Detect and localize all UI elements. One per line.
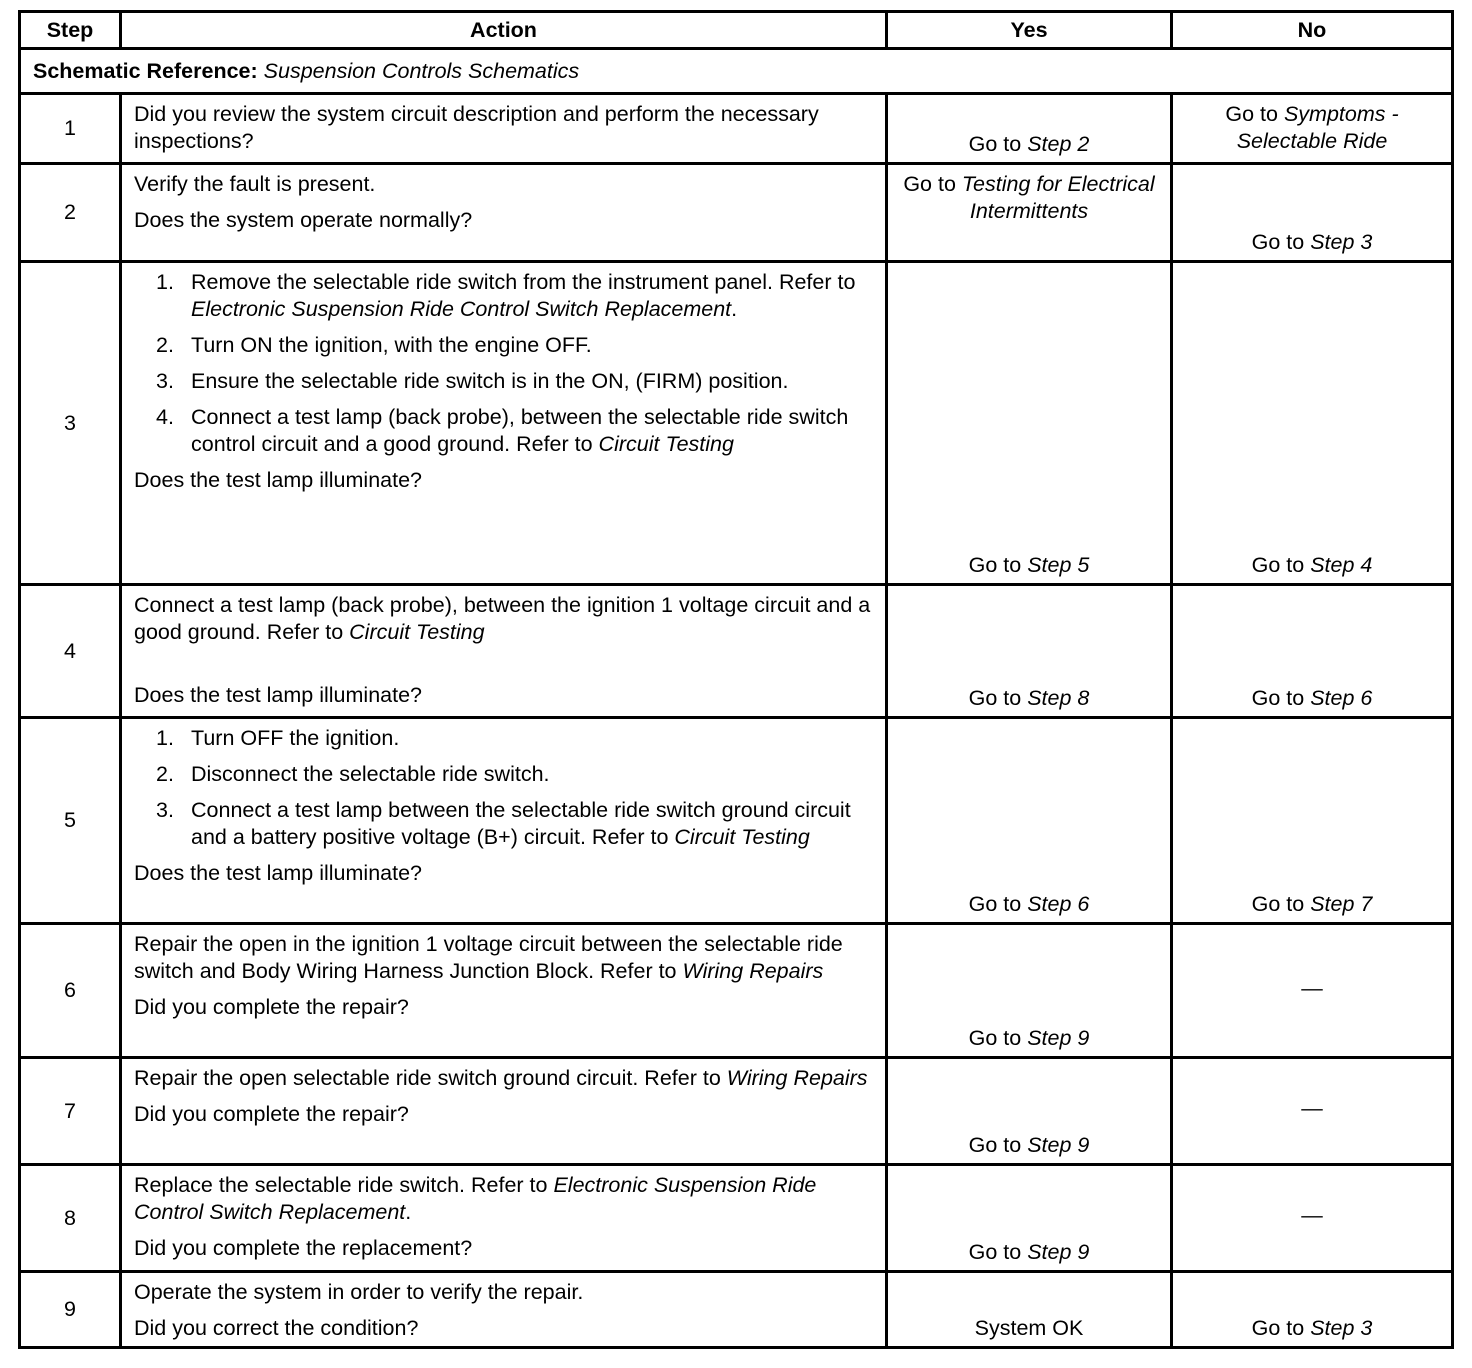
- substep-item: [134, 404, 875, 458]
- action-paragraph: [134, 1315, 875, 1342]
- goto-instruction: [888, 552, 1170, 579]
- goto-instruction: [888, 1132, 1170, 1159]
- action-text: Did you correct the condition?: [134, 1316, 419, 1340]
- goto-link[interactable]: Symptoms - Selectable Ride: [1236, 102, 1399, 153]
- goto-instruction: [1173, 552, 1451, 579]
- action-paragraph: [134, 1172, 875, 1226]
- action-paragraph: [134, 101, 875, 155]
- reference-link[interactable]: Circuit Testing: [598, 432, 734, 456]
- action-cell: [121, 585, 887, 718]
- action-text: Remove the selectable ride switch from the instrument panel. Refer to: [191, 270, 856, 294]
- step-number: 2: [20, 164, 121, 262]
- action-paragraph: [134, 171, 875, 198]
- reference-link[interactable]: Wiring Repairs: [682, 959, 824, 983]
- not-applicable-dash: —: [1301, 1095, 1323, 1120]
- header-step: Step: [20, 12, 121, 49]
- yes-result-cell: [887, 262, 1172, 585]
- schematic-reference-link[interactable]: Suspension Controls Schematics: [263, 58, 580, 83]
- action-text: Did you complete the replacement?: [134, 1236, 473, 1260]
- action-paragraph: [134, 592, 875, 646]
- goto-link[interactable]: Step 7: [1310, 892, 1373, 916]
- action-cell: [121, 1272, 887, 1348]
- goto-prefix: Go to: [1251, 892, 1311, 916]
- action-text: .: [405, 1200, 412, 1224]
- goto-prefix: Go to: [968, 1240, 1028, 1264]
- action-text: Connect a test lamp (back probe), between the selectable ride switch control circuit and a good ground. Refer to: [191, 405, 849, 456]
- reference-link[interactable]: Circuit Testing: [674, 825, 810, 849]
- goto-prefix: Go to: [968, 132, 1028, 156]
- goto-prefix: Go to: [968, 553, 1028, 577]
- yes-result-cell: [887, 164, 1172, 262]
- goto-link[interactable]: Testing for Electrical Intermittents: [961, 172, 1155, 223]
- no-result-cell: [1172, 718, 1453, 924]
- yes-result-cell: [887, 1165, 1172, 1272]
- table-row: [20, 94, 1453, 164]
- action-text: Repair the open in the ignition 1 voltage circuit between the selectable ride switch and Body Wiring Harness Junction Block. Refer to: [134, 932, 843, 983]
- no-result-cell: [1172, 94, 1453, 164]
- action-cell: [121, 164, 887, 262]
- reference-link[interactable]: Circuit Testing: [349, 620, 485, 644]
- goto-link[interactable]: Step 9: [1027, 1240, 1090, 1264]
- action-text: Does the test lamp illuminate?: [134, 468, 423, 492]
- step-number: 5: [20, 718, 121, 924]
- substep-number: 2.: [156, 762, 174, 786]
- action-cell: [121, 924, 887, 1058]
- goto-instruction: [1173, 229, 1451, 256]
- action-substeps: [134, 269, 875, 458]
- action-text: .: [731, 297, 738, 321]
- goto-prefix: Go to: [968, 1133, 1028, 1157]
- goto-instruction: [888, 171, 1170, 225]
- goto-prefix: Go to: [1251, 1316, 1311, 1340]
- goto-prefix: Go to: [1251, 230, 1311, 254]
- goto-instruction: [888, 1239, 1170, 1266]
- no-result-cell: [1172, 1165, 1453, 1272]
- header-yes: Yes: [887, 12, 1172, 49]
- action-cell: [121, 94, 887, 164]
- goto-link[interactable]: Step 3: [1310, 230, 1373, 254]
- action-paragraph: [134, 1101, 875, 1128]
- schematic-reference: [20, 49, 1453, 94]
- action-paragraph: [134, 994, 875, 1021]
- goto-instruction: [1173, 685, 1451, 712]
- substep-number: 3.: [156, 369, 174, 393]
- step-number: 9: [20, 1272, 121, 1348]
- goto-link[interactable]: Step 9: [1027, 1026, 1090, 1050]
- header-action: Action: [121, 12, 887, 49]
- action-text: Does the test lamp illuminate?: [134, 861, 423, 885]
- goto-instruction: [888, 131, 1170, 158]
- action-paragraph: [134, 682, 875, 709]
- table-row: [20, 1165, 1453, 1272]
- goto-link[interactable]: Step 6: [1310, 686, 1373, 710]
- reference-link[interactable]: Electronic Suspension Ride Control Switch Replacement: [134, 1173, 817, 1224]
- not-applicable-dash: —: [1301, 1202, 1323, 1227]
- goto-prefix: Go to: [968, 892, 1028, 916]
- action-text: Operate the system in order to verify the repair.: [134, 1280, 584, 1304]
- step-number: 6: [20, 924, 121, 1058]
- substep-item: [134, 332, 875, 359]
- no-result-cell: [1172, 1272, 1453, 1348]
- no-result-cell: [1172, 262, 1453, 585]
- substep-item: [134, 269, 875, 323]
- step-number: 1: [20, 94, 121, 164]
- action-text: Does the system operate normally?: [134, 208, 473, 232]
- table-row: [20, 924, 1453, 1058]
- action-text: Did you complete the repair?: [134, 995, 409, 1019]
- header-row: [20, 12, 1453, 49]
- yes-result-cell: [887, 924, 1172, 1058]
- schematic-reference-label: Schematic Reference:: [33, 58, 258, 83]
- goto-prefix: Go to: [1251, 686, 1311, 710]
- goto-prefix: Go to: [968, 1026, 1028, 1050]
- goto-instruction: [1173, 1315, 1451, 1342]
- action-text: Connect a test lamp between the selectable ride switch ground circuit and a battery positive voltage (B+) circuit. Refer to: [191, 798, 851, 849]
- action-cell: [121, 1058, 887, 1165]
- no-result-cell: [1172, 164, 1453, 262]
- result-text: System OK: [974, 1316, 1084, 1340]
- action-text: Verify the fault is present.: [134, 172, 376, 196]
- goto-link[interactable]: Step 3: [1310, 1316, 1373, 1340]
- substep-number: 1.: [156, 726, 174, 750]
- yes-result-cell: [887, 718, 1172, 924]
- no-result-cell: [1172, 924, 1453, 1058]
- table-row: [20, 1058, 1453, 1165]
- action-text: Repair the open selectable ride switch ground circuit. Refer to: [134, 1066, 727, 1090]
- table-row: [20, 718, 1453, 924]
- step-number: 7: [20, 1058, 121, 1165]
- substep-item: [134, 797, 875, 851]
- goto-link[interactable]: Step 8: [1027, 686, 1090, 710]
- no-result-cell: [1172, 1058, 1453, 1165]
- goto-instruction: [1173, 101, 1451, 155]
- substep-number: 4.: [156, 405, 174, 429]
- action-text: Did you review the system circuit description and perform the necessary inspections?: [134, 102, 819, 153]
- substep-number: 3.: [156, 798, 174, 822]
- action-paragraph: [134, 1279, 875, 1306]
- table-row: [20, 164, 1453, 262]
- action-cell: [121, 1165, 887, 1272]
- substep-number: 2.: [156, 333, 174, 357]
- goto-instruction: [888, 1025, 1170, 1052]
- yes-result-cell: [887, 585, 1172, 718]
- header-no: No: [1172, 12, 1453, 49]
- goto-link[interactable]: Step 9: [1027, 1133, 1090, 1157]
- action-paragraph: [134, 860, 875, 887]
- substep-item: [134, 725, 875, 752]
- yes-result-cell: [887, 1058, 1172, 1165]
- goto-link[interactable]: Step 2: [1027, 132, 1090, 156]
- goto-link[interactable]: Step 5: [1027, 553, 1090, 577]
- goto-prefix: Go to: [968, 686, 1028, 710]
- yes-result-cell: [887, 1272, 1172, 1348]
- not-applicable-dash: —: [1301, 975, 1323, 1000]
- reference-link[interactable]: Electronic Suspension Ride Control Switch Replacement: [191, 297, 732, 321]
- step-number: 8: [20, 1165, 121, 1272]
- yes-result-cell: [887, 94, 1172, 164]
- substep-item: [134, 761, 875, 788]
- action-paragraph: [134, 467, 875, 494]
- substep-number: 1.: [156, 270, 174, 294]
- substep-item: [134, 368, 875, 395]
- action-paragraph: [134, 1065, 875, 1092]
- step-number: 4: [20, 585, 121, 718]
- goto-instruction: [888, 685, 1170, 712]
- goto-prefix: Go to: [903, 172, 962, 196]
- action-cell: [121, 262, 887, 585]
- no-result-cell: [1172, 585, 1453, 718]
- action-paragraph: [134, 931, 875, 985]
- diagnostic-table: [18, 10, 1454, 1349]
- action-text: Does the test lamp illuminate?: [134, 683, 423, 707]
- table-row: [20, 262, 1453, 585]
- action-text: Replace the selectable ride switch. Refer to: [134, 1173, 554, 1197]
- reference-link[interactable]: Wiring Repairs: [726, 1066, 868, 1090]
- step-number: 3: [20, 262, 121, 585]
- action-paragraph: [134, 1235, 875, 1262]
- table-row: [20, 1272, 1453, 1348]
- schematic-reference-row: [20, 49, 1453, 94]
- action-text: Connect a test lamp (back probe), between the ignition 1 voltage circuit and a good ground. Refer to: [134, 593, 871, 644]
- action-text: Ensure the selectable ride switch is in the ON, (FIRM) position.: [191, 369, 789, 393]
- action-cell: [121, 718, 887, 924]
- table-row: [20, 585, 1453, 718]
- action-text: Turn OFF the ignition.: [191, 726, 400, 750]
- goto-link[interactable]: Step 4: [1310, 553, 1373, 577]
- goto-link[interactable]: Step 6: [1027, 892, 1090, 916]
- goto-instruction: [1173, 891, 1451, 918]
- goto-instruction: [888, 891, 1170, 918]
- action-text: Did you complete the repair?: [134, 1102, 409, 1126]
- goto-prefix: Go to: [1251, 553, 1311, 577]
- action-paragraph: [134, 207, 875, 234]
- goto-prefix: Go to: [1225, 102, 1284, 126]
- action-text: Disconnect the selectable ride switch.: [191, 762, 550, 786]
- action-substeps: [134, 725, 875, 851]
- action-text: Turn ON the ignition, with the engine OFF.: [191, 333, 592, 357]
